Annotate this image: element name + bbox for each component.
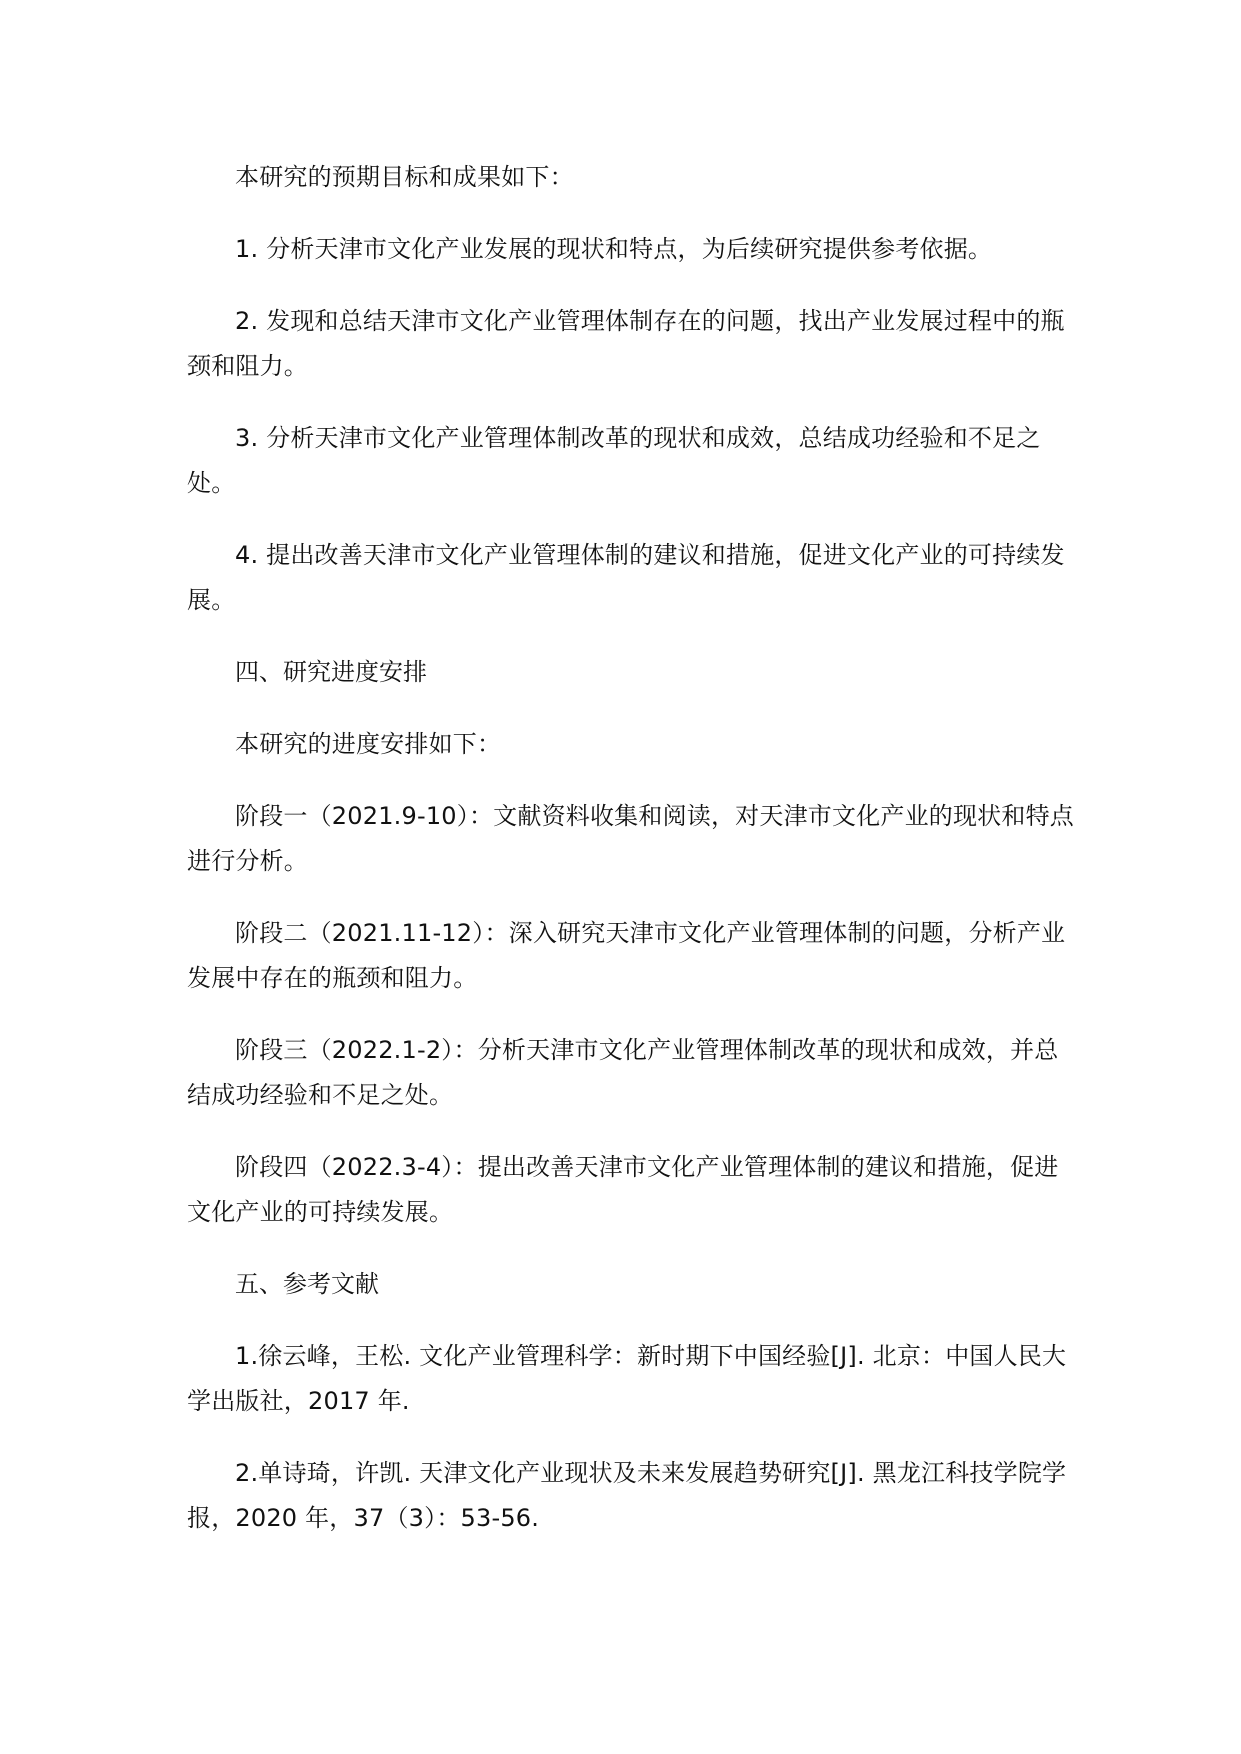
goal-item-2: 2. 发现和总结天津市文化产业管理体制存在的问题，找出产业发展过程中的瓶颈和阻力。 (187, 307, 1065, 380)
schedule-stage-3: 阶段三（2022.1-2）：分析天津市文化产业管理体制改革的现状和成效，并总结成功经验和不足之处。 (187, 1036, 1059, 1109)
schedule-stage-4: 阶段四（2022.3-4）：提出改善天津市文化产业管理体制的建议和措施，促进文化产业的可持续发展。 (187, 1153, 1059, 1226)
reference-item-1: 1.徐云峰，王松. 文化产业管理科学：新时期下中国经验[J]. 北京：中国人民大学出版社，2017 年. (187, 1342, 1067, 1415)
schedule-intro: 本研究的进度安排如下： (235, 730, 502, 758)
schedule-stage-2: 阶段二（2021.11-12）：深入研究天津市文化产业管理体制的问题，分析产业发展中存在的瓶颈和阻力。 (187, 919, 1066, 992)
goal-item-4: 4. 提出改善天津市文化产业管理体制的建议和措施，促进文化产业的可持续发展。 (187, 541, 1065, 614)
goal-item-3: 3. 分析天津市文化产业管理体制改革的现状和成效，总结成功经验和不足之处。 (187, 424, 1041, 497)
section-heading-references: 五、参考文献 (235, 1270, 379, 1298)
reference-item-2: 2.单诗琦，许凯. 天津文化产业现状及未来发展趋势研究[J]. 黑龙江科技学院学报，2020 年，37（3）：53-56. (187, 1459, 1067, 1532)
expected-goals-intro: 本研究的预期目标和成果如下： (235, 163, 574, 191)
schedule-stage-1: 阶段一（2021.9-10）：文献资料收集和阅读，对天津市文化产业的现状和特点进行分析。 (187, 802, 1074, 875)
document-body (187, 155, 1077, 1568)
section-heading-schedule: 四、研究进度安排 (235, 658, 427, 686)
goal-item-1: 1. 分析天津市文化产业发展的现状和特点，为后续研究提供参考依据。 (235, 235, 993, 263)
